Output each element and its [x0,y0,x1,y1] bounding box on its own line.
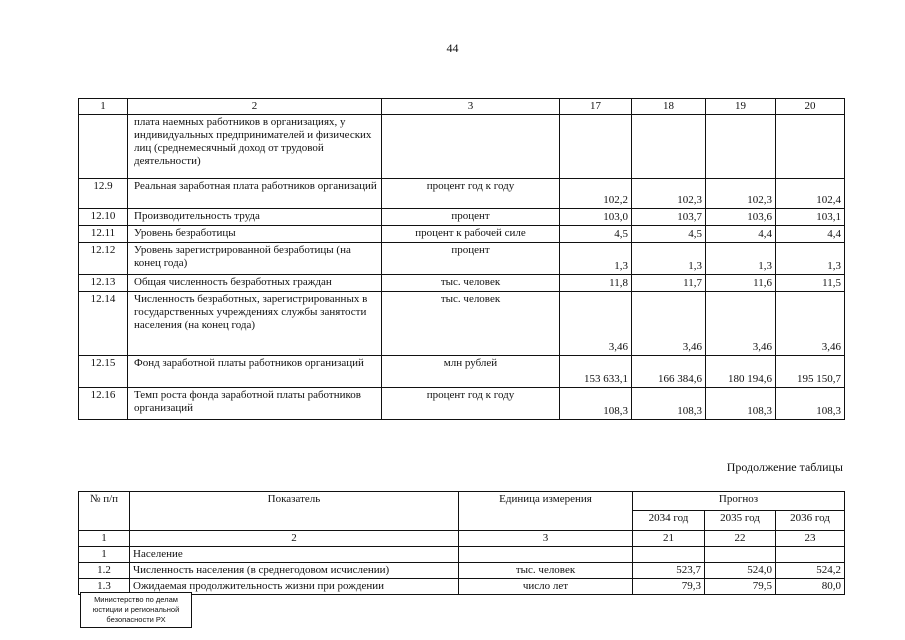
value: 11,5 [776,275,845,292]
value: 523,7 [633,563,705,579]
value: 4,4 [706,226,776,243]
page-number: 44 [446,41,459,55]
header-year: 2035 год [705,511,776,531]
stamp-line: безопасности РХ [106,615,166,624]
indicator-name: Численность безработных, зарегистрированных в государственных учреждениях службы занятости населения (на конец года) [128,292,382,356]
value: 79,5 [705,579,776,595]
value: 80,0 [776,579,845,595]
indicator-name: Темп роста фонда заработной платы работников организаций [128,388,382,420]
column-number: 2 [128,99,382,115]
stamp-line: юстиции и региональной [92,605,180,614]
row-number: 12.10 [79,209,128,226]
indicator-name: Общая численность безработных граждан [128,275,382,292]
value [632,115,706,179]
header-year: 2036 год [776,511,845,531]
unit: процент к рабочей силе [382,226,560,243]
value: 11,6 [706,275,776,292]
table-row [79,243,845,275]
value [776,547,845,563]
column-number-row [79,531,845,547]
value [633,547,705,563]
table-row [79,547,845,563]
header-forecast: Прогноз [633,492,845,511]
unit [382,115,560,179]
indicator-name: Уровень зарегистрированной безработицы (на конец года) [128,243,382,275]
column-number: 2 [130,531,459,547]
value: 4,4 [776,226,845,243]
value [705,547,776,563]
header-year: 2034 год [633,511,705,531]
row-number: 12.13 [79,275,128,292]
row-number: 12.15 [79,356,128,388]
value: 103,1 [776,209,845,226]
value: 524,2 [776,563,845,579]
indicator-name: Производительность труда [128,209,382,226]
value: 108,3 [560,388,632,420]
table-row [79,356,845,388]
value: 195 150,7 [776,356,845,388]
column-number: 17 [560,99,632,115]
forecast-table-body [79,492,845,595]
value [776,115,845,179]
column-number: 23 [776,531,845,547]
unit: процент [382,243,560,275]
column-number: 20 [776,99,845,115]
column-number: 1 [79,531,130,547]
value: 102,3 [706,179,776,209]
row-number: 12.11 [79,226,128,243]
table-row [79,388,845,420]
unit: процент [382,209,560,226]
column-number: 21 [633,531,705,547]
unit: процент год к году [382,388,560,420]
value [706,115,776,179]
unit: млн рублей [382,356,560,388]
header-unit: Единица измерения [459,492,633,531]
value: 3,46 [632,292,706,356]
value: 1,3 [706,243,776,275]
table-row [79,292,845,356]
value: 102,4 [776,179,845,209]
value: 1,3 [632,243,706,275]
stamp-line: Министерство по делам [94,595,178,604]
value: 11,7 [632,275,706,292]
value: 3,46 [706,292,776,356]
indicator-name: Уровень безработицы [128,226,382,243]
column-number: 1 [79,99,128,115]
row-number: 12.14 [79,292,128,356]
row-number: 1.3 [79,579,130,595]
continuation-label: Продолжение таблицы [726,460,843,474]
table-row [79,275,845,292]
indicator-name: Население [130,547,459,563]
value: 11,8 [560,275,632,292]
table-row [79,209,845,226]
value: 1,3 [776,243,845,275]
value: 108,3 [706,388,776,420]
column-number: 18 [632,99,706,115]
ministry-stamp [80,592,192,628]
header-num: № п/п [79,492,130,531]
unit: число лет [459,579,633,595]
row-number: 12.16 [79,388,128,420]
value: 108,3 [632,388,706,420]
header-indicator: Показатель [130,492,459,531]
value: 1,3 [560,243,632,275]
forecast-table [78,491,845,595]
value: 103,7 [632,209,706,226]
indicator-name: плата наемных работников в организациях, у индивидуальных предпринимателей и физических лиц (среднемесячный доход от трудовой деятельности) [128,115,382,179]
row-number: 12.12 [79,243,128,275]
unit: тыс. человек [382,292,560,356]
value: 3,46 [560,292,632,356]
value: 166 384,6 [632,356,706,388]
indicator-name: Ожидаемая продолжительность жизни при рождении [130,579,459,595]
row-number [79,115,128,179]
column-number: 3 [459,531,633,547]
table-row [79,579,845,595]
value [560,115,632,179]
value: 3,46 [776,292,845,356]
value: 79,3 [633,579,705,595]
column-number-row [79,99,845,115]
table-row [79,563,845,579]
column-number: 19 [706,99,776,115]
column-number: 3 [382,99,560,115]
row-number: 12.9 [79,179,128,209]
indicator-name: Реальная заработная плата работников организаций [128,179,382,209]
table-row [79,115,845,179]
row-number: 1.2 [79,563,130,579]
unit: тыс. человек [459,563,633,579]
column-number: 22 [705,531,776,547]
value: 153 633,1 [560,356,632,388]
value: 102,3 [632,179,706,209]
value: 103,0 [560,209,632,226]
unit [459,547,633,563]
indicator-name: Численность населения (в среднегодовом исчислении) [130,563,459,579]
value: 4,5 [632,226,706,243]
value: 102,2 [560,179,632,209]
value: 103,6 [706,209,776,226]
value: 180 194,6 [706,356,776,388]
table-row [79,179,845,209]
unit: процент год к году [382,179,560,209]
value: 4,5 [560,226,632,243]
table-row [79,226,845,243]
value: 524,0 [705,563,776,579]
value: 108,3 [776,388,845,420]
unit: тыс. человек [382,275,560,292]
row-number: 1 [79,547,130,563]
table-header-row [79,492,845,511]
indicators-table [78,98,845,420]
indicator-name: Фонд заработной платы работников организаций [128,356,382,388]
indicators-table-body [79,99,845,420]
